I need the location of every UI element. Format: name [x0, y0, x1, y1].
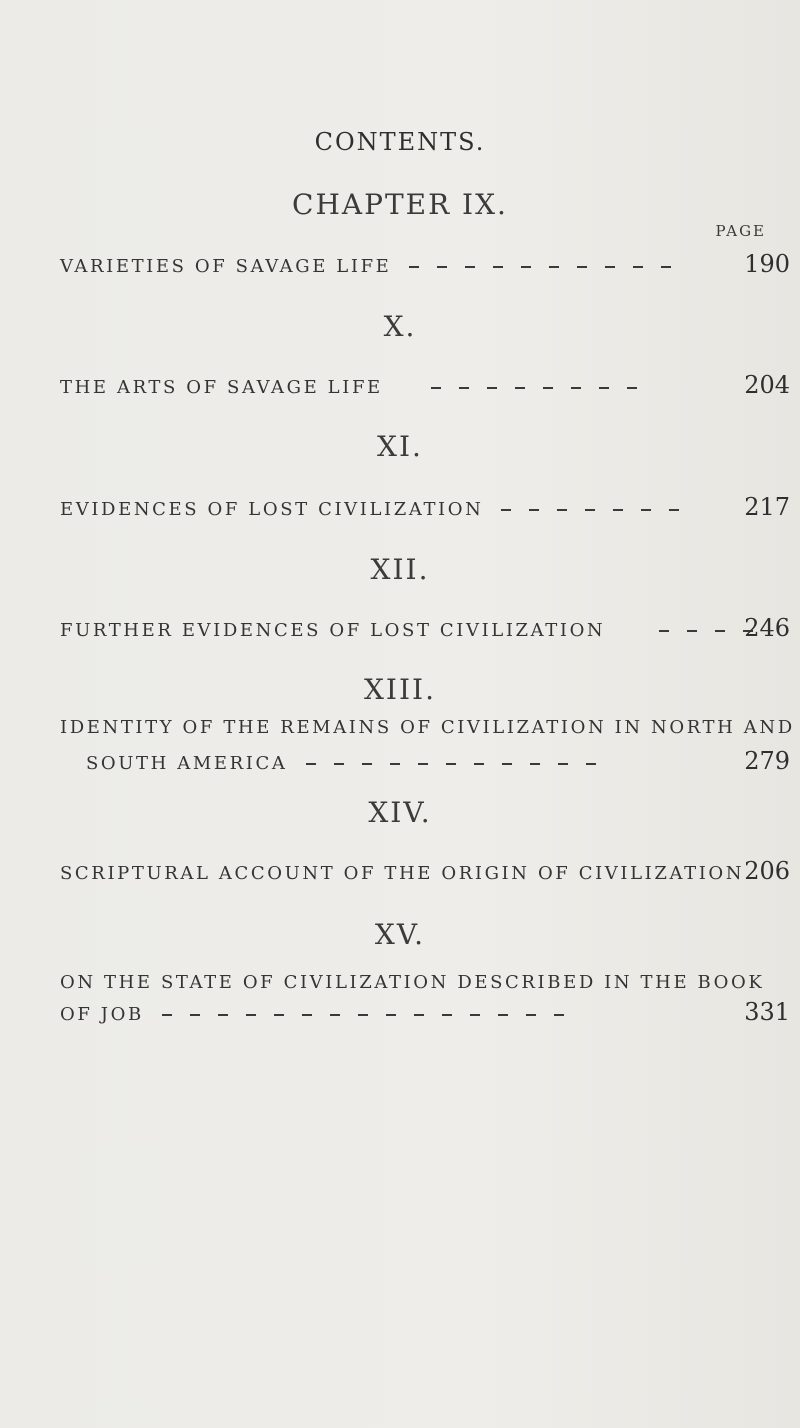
toc-entry[interactable] [60, 493, 790, 523]
chapter-heading: XV. [374, 918, 426, 951]
chapter-heading: XIV. [368, 796, 432, 829]
leader-dashes [144, 1004, 564, 1025]
page-column-label: PAGE [715, 222, 766, 240]
entry-title: SCRIPTURAL ACCOUNT OF THE ORIGIN OF CIVILIZATION [60, 863, 745, 884]
entry-title-continued: OF JOB [60, 1004, 144, 1025]
page-number: 204 [744, 371, 790, 399]
entry-title: VARIETIES OF SAVAGE LIFE [60, 256, 392, 277]
page-number: 331 [744, 998, 790, 1026]
page-number: 206 [744, 857, 790, 885]
leader-dashes [483, 499, 679, 520]
leader-dashes [641, 620, 753, 641]
leader-dashes [413, 377, 637, 398]
entry-title: FURTHER EVIDENCES OF LOST CIVILIZATION [60, 620, 606, 641]
entry-title-continued: SOUTH AMERICA [86, 753, 288, 774]
chapter-heading: X. [383, 310, 417, 343]
chapter-heading: CHAPTER IX. [292, 188, 508, 221]
toc-entry[interactable] [60, 614, 790, 644]
entry-title: THE ARTS OF SAVAGE LIFE [60, 377, 383, 398]
entry-title: IDENTITY OF THE REMAINS OF CIVILIZATION IN NORTH AND [60, 717, 795, 738]
page-number: 190 [744, 250, 790, 278]
entry-title: ON THE STATE OF CIVILIZATION DESCRIBED IN THE BOOK [60, 972, 765, 993]
chapter-heading: XII. [370, 553, 430, 586]
page-number: 246 [744, 614, 790, 642]
chapter-heading: XIII. [363, 673, 436, 706]
page-title: CONTENTS. [314, 128, 486, 156]
leader-dashes [288, 753, 596, 774]
toc-entry[interactable] [60, 250, 790, 280]
toc-entry[interactable] [60, 715, 795, 777]
page-number: 217 [744, 493, 790, 521]
toc-entry[interactable] [60, 857, 790, 887]
page-number: 279 [744, 747, 790, 775]
toc-entry[interactable] [60, 371, 790, 401]
chapter-heading: XI. [377, 430, 423, 463]
leader-dashes [391, 256, 671, 277]
entry-title: EVIDENCES OF LOST CIVILIZATION [60, 499, 484, 520]
toc-entry[interactable] [60, 970, 790, 1028]
